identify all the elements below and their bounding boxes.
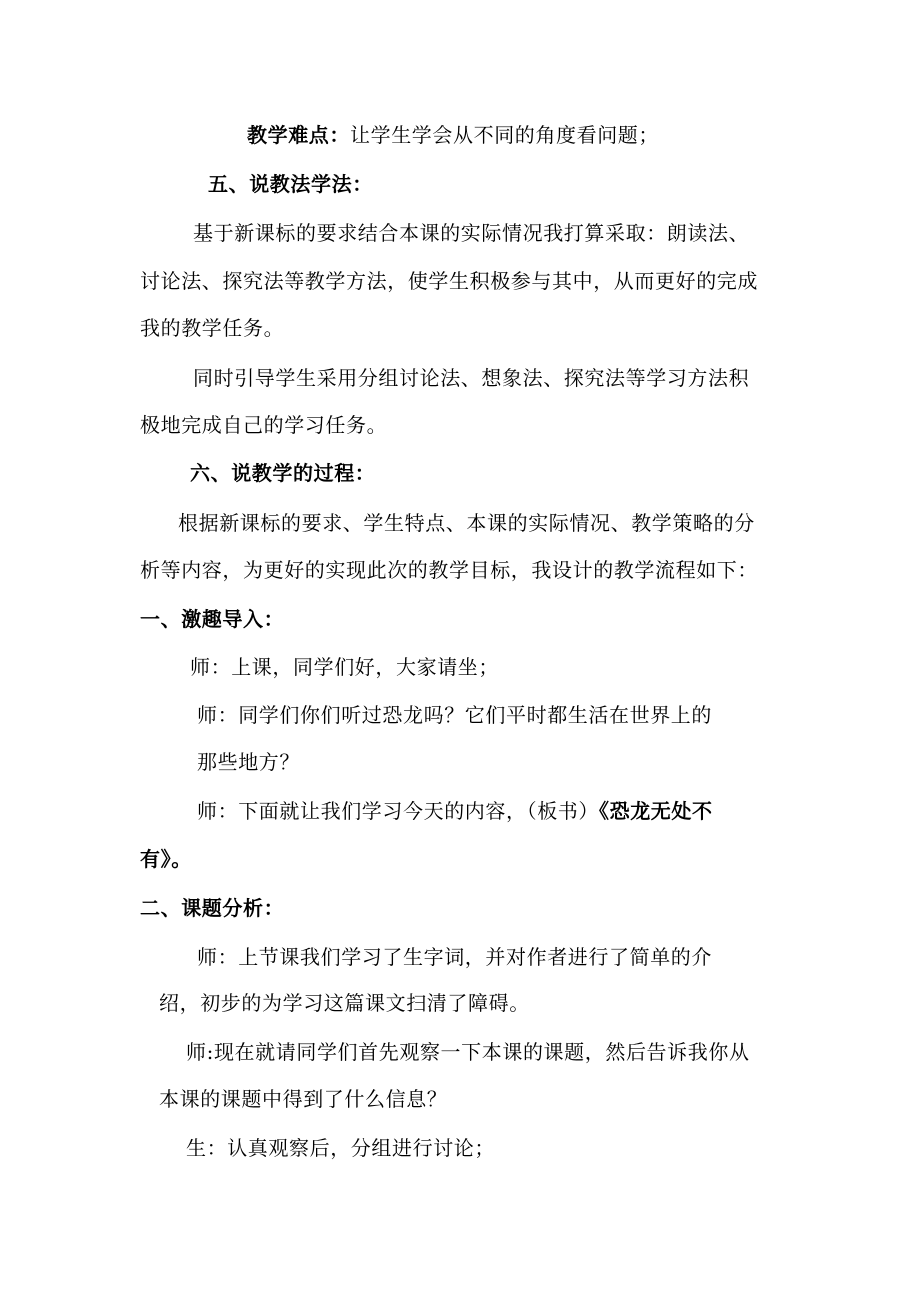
lesson-title-part1: 《恐龙无处不 [599, 799, 713, 823]
step-1-heading: 一、激趣导入： [140, 607, 285, 631]
section-6-heading: 六、说教学的过程： [190, 461, 376, 485]
step-1-line1: 师：上课，同学们好，大家请坐； [190, 655, 499, 679]
step-2-line4: 本课的课题中得到了什么信息？ [159, 1087, 448, 1111]
step-1-line4-text: 师：下面就让我们学习今天的内容，（板书） [197, 799, 599, 823]
step-1-line3: 那些地方？ [197, 750, 300, 774]
section-5-para2-line1: 同时引导学生采用分组讨论法、想象法、探究法等学习方法积 [193, 366, 750, 390]
section-6-para-line1: 根据新课标的要求、学生特点、本课的实际情况、教学策略的分 [178, 511, 755, 535]
section-5-heading: 五、说教法学法： [208, 172, 373, 196]
step-1-line2: 师：同学们你们听过恐龙吗？它们平时都生活在世界上的 [197, 703, 712, 727]
lesson-title-part2: 有》。 [140, 847, 192, 871]
section-5-para2-line2: 极地完成自己的学习任务。 [140, 413, 388, 437]
section-6-para-line2: 析等内容，为更好的实现此次的教学目标，我设计的教学流程如下： [140, 558, 758, 582]
section-5-para1-line2: 讨论法、探究法等教学方法，使学生积极参与其中，从而更好的完成 [140, 269, 758, 293]
step-2-line1: 师：上节课我们学习了生字词，并对作者进行了简单的介 [197, 945, 712, 969]
step-2-heading: 二、课题分析： [140, 896, 285, 920]
teaching-difficulty-label: 教学难点： [247, 123, 350, 147]
teaching-difficulty-line [247, 121, 659, 149]
step-2-line3: 师:现在就请同学们首先观察一下本课的课题，然后告诉我你从 [186, 1040, 750, 1064]
step-2-line2: 绍，初步的为学习这篇课文扫清了障碍。 [159, 991, 530, 1015]
step-2-line5: 生：认真观察后，分组进行讨论； [186, 1136, 495, 1160]
teaching-difficulty-text: 让学生学会从不同的角度看问题； [350, 123, 659, 147]
section-5-para1-line3: 我的教学任务。 [140, 316, 285, 340]
step-1-line4 [197, 797, 713, 825]
section-5-para1-line1: 基于新课标的要求结合本课的实际情况我打算采取：朗读法、 [193, 221, 750, 245]
